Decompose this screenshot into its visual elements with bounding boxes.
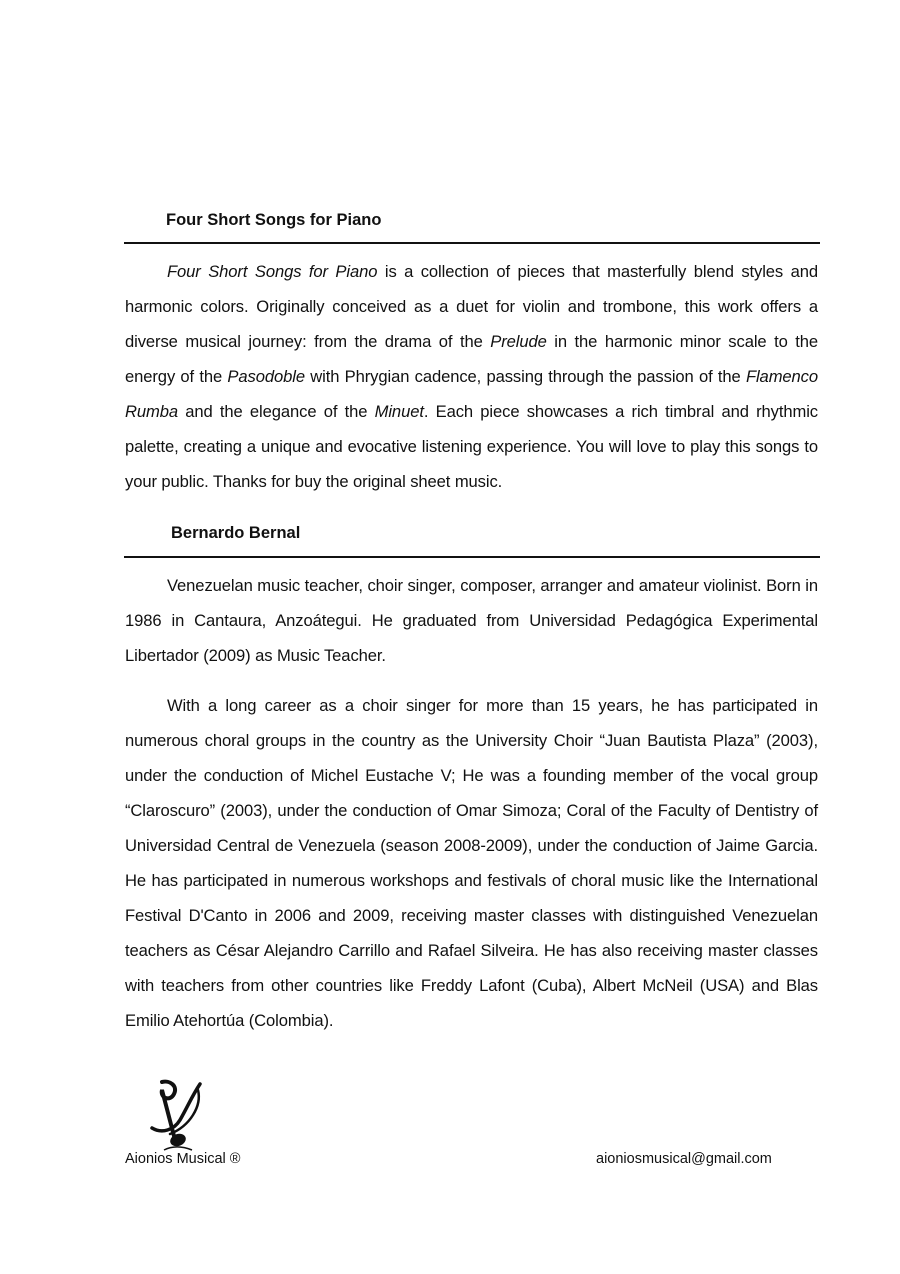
description-text-segment: with Phrygian cadence, passing through the passion of the [304,367,746,386]
work-title: Four Short Songs for Piano [166,211,382,229]
author-divider [124,556,820,558]
title-divider [124,242,820,244]
description-text-segment: . Each piece showcases a rich timbral and rhythmic palette, creating a unique and evocative listening experience. You will love to play this songs to your public. Thanks for buy the original sheet music. [125,402,818,491]
description-italic-segment: Flamenco Rumba [125,367,818,421]
description-text-segment: and the elegance of the [178,402,375,421]
work-description [125,254,818,499]
description-italic-segment: Pasodoble [227,367,305,386]
description-text-segment: in the harmonic minor scale to the energy of the [125,332,818,386]
description-text-segment: is a collection of pieces that masterfully blend styles and harmonic colors. Originally conceived as a duet for violin and trombone, this work offers a diverse musical journey: from the drama of the [125,262,818,351]
author-bio-paragraph-1: Venezuelan music teacher, choir singer, composer, arranger and amateur violinist. Born in 1986 in Cantaura, Anzoátegui. He graduated from Universidad Pedagógica Experimental Libertador (2009) as Music Teacher. [125,576,818,665]
contact-email[interactable]: aioniosmusical@gmail.com [596,1151,772,1167]
publisher-name: Aionios Musical ® [125,1151,241,1167]
description-italic-segment: Minuet [374,402,424,421]
author-name: Bernardo Bernal [171,524,301,542]
author-bio-paragraph-2: With a long career as a choir singer for more than 15 years, he has participated in numerous choral groups in the country as the University Choir “Juan Bautista Plaza” (2003), under the conduction of Michel Eustache V; He was a founding member of the vocal group “Claroscuro” (2003), under the conduction of Omar Simoza; Coral of the Faculty of Dentistry of Universidad Central de Venezuela (season 2008-2009), under the conduction of Jaime Garcia. He has participated in numerous workshops and festivals of choral music like the International Festival D'Canto in 2006 and 2009, receiving master classes with distinguished Venezuelan teachers as César Alejandro Carrillo and Rafael Silveira. He has also receiving master classes with teachers from other countries like Freddy Lafont (Cuba), Albert McNeil (USA) and Blas Emilio Atehortúa (Colombia). [125,696,818,1030]
music-note-logo-icon [140,1076,215,1156]
description-italic-segment: Prelude [490,332,547,351]
description-italic-segment: Four Short Songs for Piano [167,262,378,281]
